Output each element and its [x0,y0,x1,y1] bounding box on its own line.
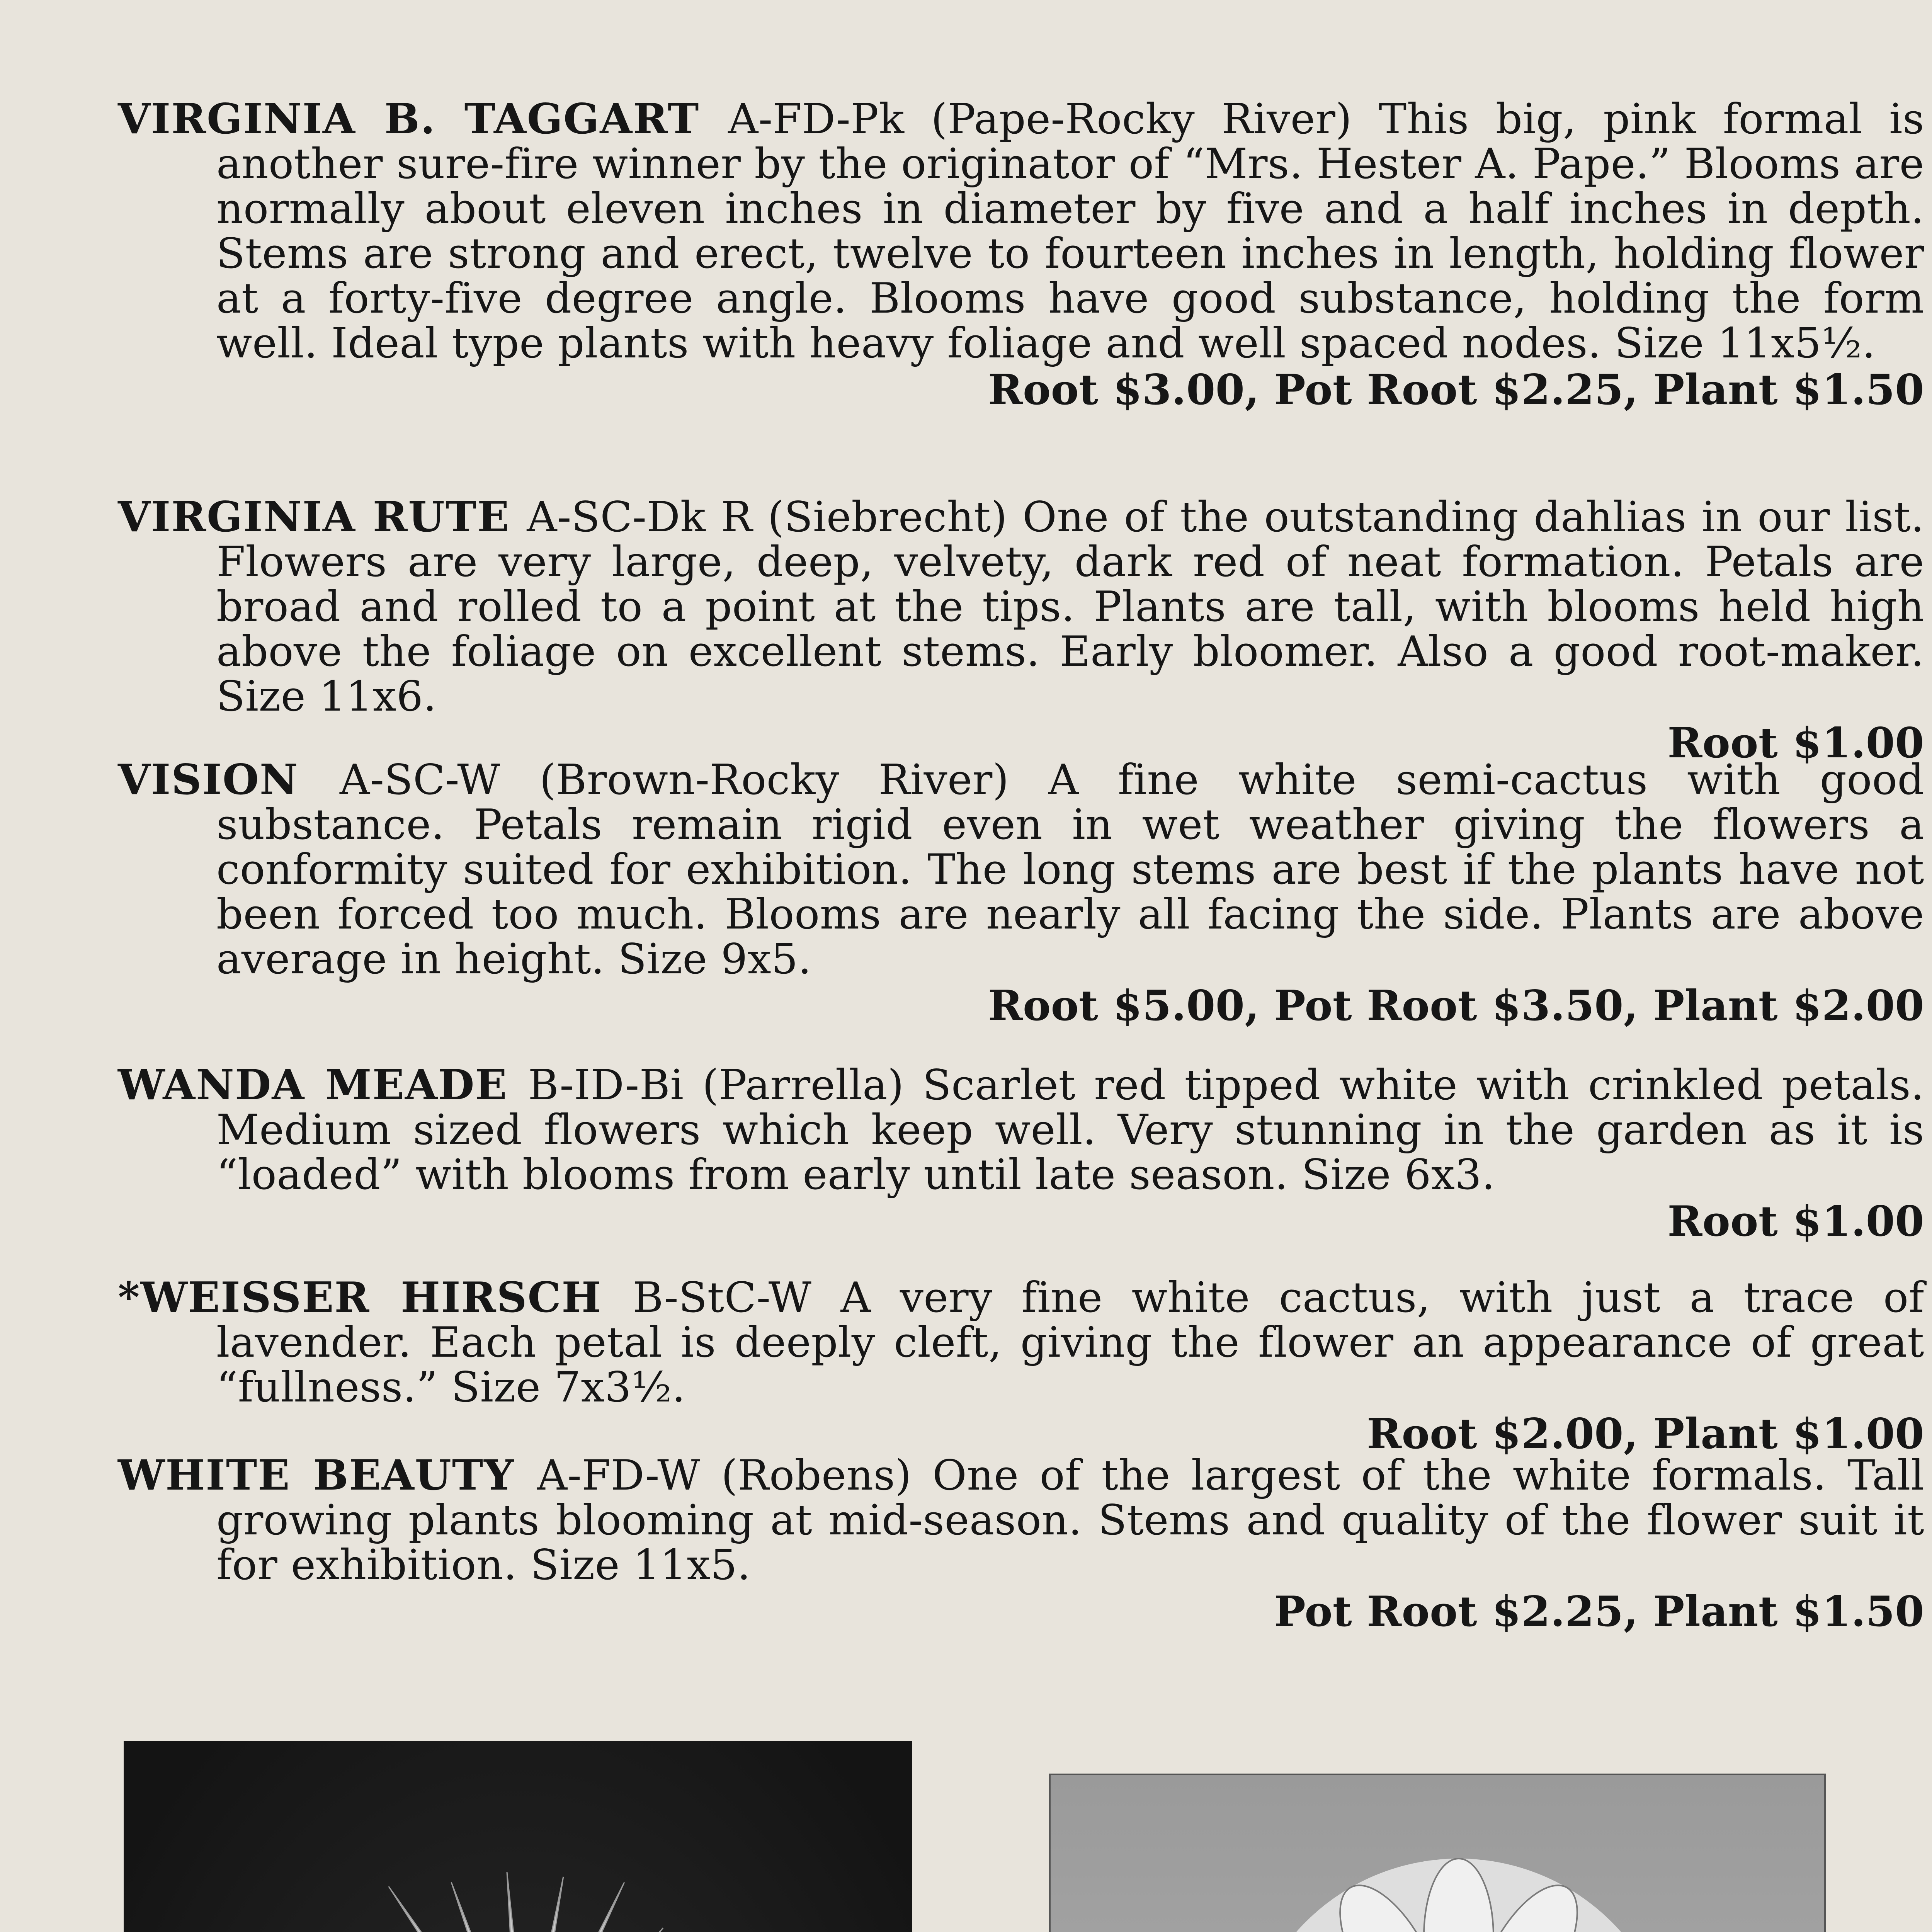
entry-white-beauty [118,1453,1924,1634]
entry-description: A-SC-W (Brown-Rocky River) A fine white semi-cactus with good substance. Petals remain rigid even in wet weather giving the flowers a conformity suited for exhibition. The long stems are best if the plants have not been forced too much. Blooms are nearly all facing the side. Plants are above average in height. Size 9x5. [216,756,1925,983]
entry-price: Root $1.00 [1667,719,1924,767]
photo-vision [124,1741,912,1932]
entry-price: Pot Root $2.25, Plant $1.50 [1274,1587,1924,1636]
entry-virginia-b-taggart [118,97,1924,412]
vision-dahlia-image [124,1741,912,1932]
entry-name: *WEISSER HIRSCH [118,1273,633,1322]
entry-vision [118,757,1924,1028]
entry-weisser-hirsch [118,1275,1924,1456]
entry-wanda-meade [118,1063,1924,1244]
entry-price: Root $2.00, Plant $1.00 [1367,1410,1924,1458]
entry-name: WHITE BEAUTY [118,1451,537,1500]
entry-description: B-ID-Bi (Parrella) Scarlet red tipped white with crinkled petals. Medium sized flowers which keep well. Very stunning in the garden as it is “loaded” with blooms from early until late season. Size 6x3. [216,1061,1924,1199]
entry-description: A-FD-Pk (Pape-Rocky River) This big, pink formal is another sure-fire winner by the originator of “Mrs. Hester A. Pape.” Blooms are normally about eleven inches in diameter by five and a half inches in depth. Stems are strong and erect, twelve to fourteen inches in length, holding flower at a forty-five degree angle. Blooms have good substance, holding the form well. Ideal type plants with heavy foliage and well spaced nodes. Size 11x5½. [216,95,1924,367]
entry-price: Root $5.00, Pot Root $3.50, Plant $2.00 [988,981,1924,1030]
entry-price: Root $1.00 [1667,1197,1924,1246]
entry-description: B-StC-W A very fine white cactus, with just a trace of lavender. Each petal is deeply cleft, giving the flower an appearance of great “fullness.” Size 7x3½. [216,1274,1924,1412]
photo-white-fantasy [1049,1774,1826,1932]
white-fantasy-dahlia-image [1049,1774,1826,1932]
entry-name: VIRGINIA RUTE [118,493,527,541]
entry-name: VIRGINIA B. TAGGART [118,95,728,143]
entry-name: VISION [118,755,340,804]
entry-virginia-rute [118,495,1924,765]
entry-price: Root $3.00, Pot Root $2.25, Plant $1.50 [988,366,1924,414]
entry-name: WANDA MEADE [118,1061,528,1109]
entry-description: A-FD-W (Robens) One of the largest of the white formals. Tall growing plants blooming at mid-season. Stems and quality of the flower suit it for exhibition. Size 11x5. [216,1451,1924,1589]
entry-description: A-SC-Dk R (Siebrecht) One of the outstanding dahlias in our list. Flowers are very large, deep, velvety, dark red of neat formation. Petals are broad and rolled to a point at the tips. Plants are tall, with blooms held high above the foliage on excellent stems. Early bloomer. Also a good root-maker. Size 11x6. [216,493,1924,721]
